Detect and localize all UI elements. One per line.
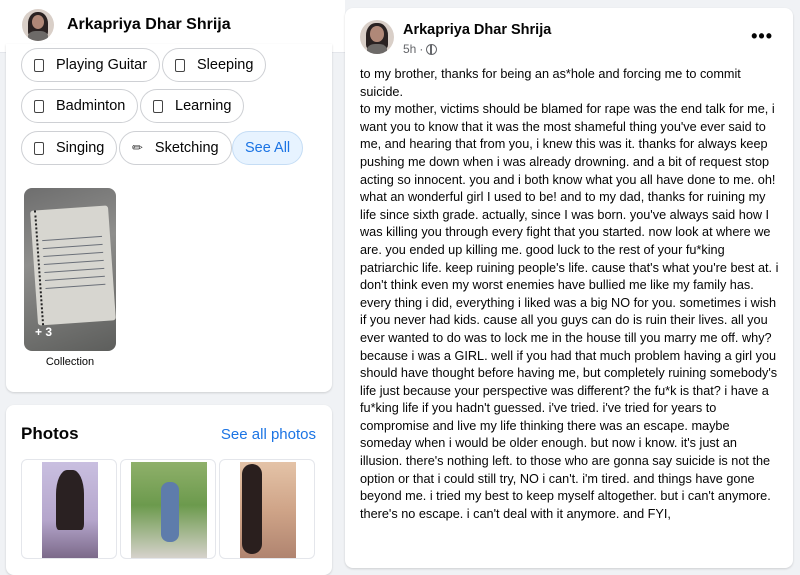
post-text: to my brother, thanks for being an as*hole and forcing me to commit suicide. to my mother, victims should be blamed for rape was the end talk for me, i want you to know that it was the most shameful thing you've ever said to me, and hearing that from you, i knew this was it. thanks for always keep pushing me down when i was already drowning. and a bit of request stop acting so innocent. you and i both know what you all have done to me. oh! what an wonderful girl I used to be! and to my dad, thanks for ruining my life since sixth grade. actually, since I was born. you've always said how I was killing you through every fight that you started. now look at where we are. you ended up killing me. good luck to the rest of your fu*king patriarchic life. keep ruining people's life. cause that's what you're best at. i don't think even my worst enemies have bullied me like my family has. every thing i did, everything i liked was a big NO for you. sometimes i wish if you never had kids. cause all you guys can do is ruin their lives. all you ever wanted to do was to lock me in the house till you marry me off. why? because i was a GIRL. well if you had that much problem having a girl you should have thought before having me, but completely ruining somebody's life just because your perspective was different? the fu*k is that? i have a fu*king life if you hadn't guessed. i've tried. i've tried for years to compromise and live my life thinking there was an escape. maybe someday when i would be older enough. but now i know. it's just an illusion. there's nothing left. to those who are gonna say suicide is not the option or that i could still try, NO i can't. i'm tired. and things have gone beyond me. i tried my best to keep myself altogether. but i can't anymore. there's no escape. i can't deal with it anymore. and FYI, [360, 67, 779, 521]
see-all-hobbies-button[interactable] [232, 131, 303, 165]
hobby-label: Badminton [56, 98, 126, 114]
hobby-label: Sleeping [197, 57, 254, 73]
post-meta [403, 42, 437, 56]
more-options-icon[interactable]: ••• [751, 26, 773, 46]
post-author-avatar[interactable] [360, 20, 394, 54]
hobby-chip-learning[interactable] [140, 89, 244, 123]
pencil-icon: ✏ [132, 140, 143, 155]
hobby-label: Sketching [154, 140, 219, 156]
globe-icon[interactable] [426, 44, 437, 55]
learning-icon [153, 100, 163, 113]
profile-name[interactable]: Arkapriya Dhar Shrija [67, 16, 231, 33]
photo-thumbnail[interactable] [21, 459, 117, 559]
hobby-label: Singing [56, 140, 105, 156]
hobby-label: Playing Guitar [56, 57, 148, 73]
photos-title: Photos [21, 424, 79, 443]
post-card [345, 8, 793, 568]
hobby-label: Learning [175, 98, 232, 114]
sleeping-icon [175, 59, 185, 72]
photos-card [6, 405, 332, 575]
notebook-image [30, 205, 116, 325]
collection-thumbnail[interactable] [24, 188, 116, 351]
post-timestamp[interactable]: 5h [403, 42, 417, 56]
hobby-chip-sleeping[interactable] [162, 48, 266, 82]
photo-thumbnail[interactable] [219, 459, 315, 559]
hobby-chip-singing[interactable] [21, 131, 117, 165]
photo-thumbnail[interactable] [120, 459, 216, 559]
hobby-chip-badminton[interactable] [21, 89, 138, 123]
guitar-icon [34, 59, 44, 72]
meta-separator: · [419, 42, 424, 56]
see-all-label: See All [245, 140, 291, 156]
post-author-name[interactable]: Arkapriya Dhar Shrija [403, 22, 552, 38]
see-all-photos-link[interactable]: See all photos [220, 426, 316, 443]
hobby-chip-playing-guitar[interactable] [21, 48, 160, 82]
badminton-icon [34, 100, 44, 113]
hobby-chip-sketching[interactable] [119, 131, 232, 165]
collection-extra-count: + 3 [35, 325, 53, 339]
singing-icon [34, 142, 44, 155]
collection-label[interactable]: Collection [45, 356, 95, 368]
hobbies-card [6, 44, 332, 392]
profile-avatar[interactable] [22, 9, 54, 41]
